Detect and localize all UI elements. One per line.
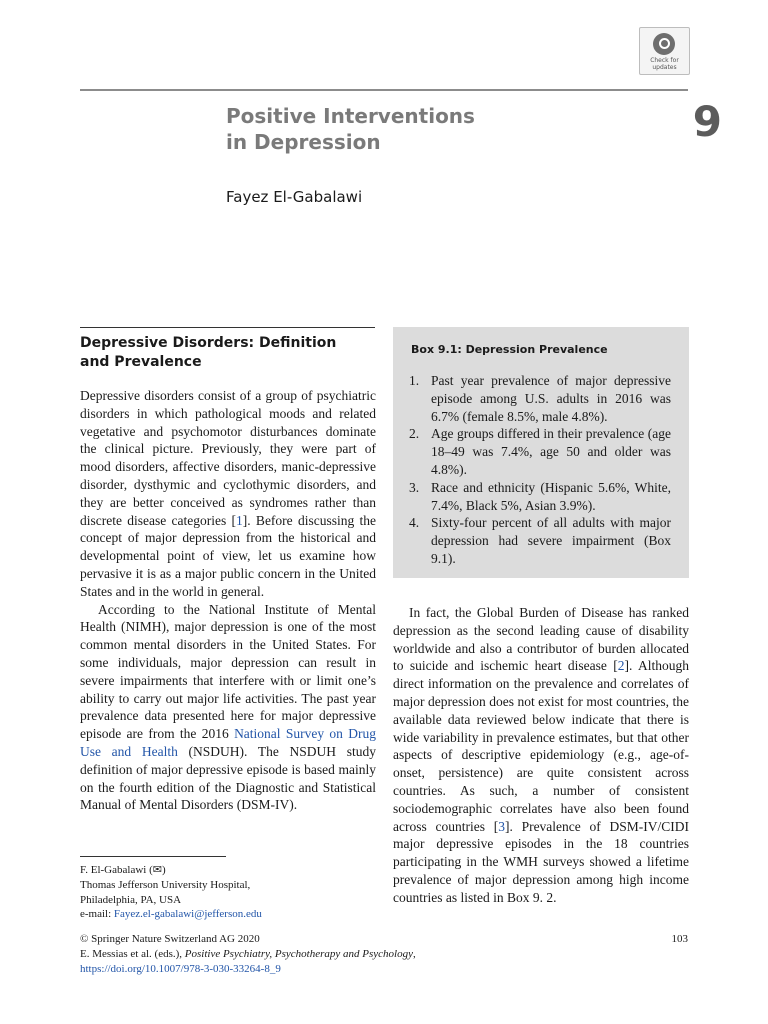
box-title: Box 9.1: Depression Prevalence bbox=[411, 343, 608, 356]
footnote-location: Philadelphia, PA, USA bbox=[80, 893, 182, 906]
paragraph bbox=[80, 601, 376, 815]
author-name: Fayez El-Gabalawi bbox=[226, 188, 363, 206]
section-heading-line2: and Prevalence bbox=[80, 353, 202, 370]
chapter-title-line2: in Depression bbox=[226, 130, 381, 154]
page-number: 103 bbox=[671, 933, 688, 945]
badge-label bbox=[640, 57, 689, 71]
chapter-title-line1: Positive Interventions bbox=[226, 104, 475, 128]
citation-link[interactable]: 1 bbox=[236, 512, 243, 528]
footnote-rule bbox=[80, 856, 226, 857]
badge-line2: updates bbox=[652, 64, 677, 71]
citation-link[interactable]: 2 bbox=[617, 658, 625, 674]
text-run: Depressive disorders consist of a group of psychiatric disorders in which pathological moods and related vegetative and psychomotor disturbances dominate the clinical picture. Previously, they were part of mood disorders, affective disorders, manic-depressive disorder, dysthymic and cyclothymic disorders, and they are better conceived as syndromes rather than discrete disease categories [ bbox=[80, 388, 376, 528]
text-run: (NSDUH). The NSDUH study definition of major depressive episode is based mainly on the fourth edition of the Diagnostic and Statistical Manual of Mental Disorders (DSM-IV). bbox=[80, 743, 376, 813]
text-run: According to the National Institute of Mental Health (NIMH), major depression is one of the most common mental disorders in the United States. For some individuals, major depression can result in severe impairments that interfere with or limit one’s ability to carry out major life activities. The past year prevalence data presented here for major depressive episode are from the 2016 bbox=[80, 601, 376, 742]
email-link[interactable]: Fayez.el-gabalawi@jefferson.edu bbox=[113, 908, 262, 921]
copyright-line: © Springer Nature Switzerland AG 2020 bbox=[80, 933, 260, 945]
copyright-block bbox=[80, 932, 550, 977]
text-run: ]. Although direct information on the prevalence and correlates of major depression does not exist for most countries, the available data reviewed below indicate that there is wide variability in prevalence estimates, but that other aspects of descriptive epidemiology (e.g., age-of-onset, persistence) are quite consistent across countries. As such, a number of consistent sociodemographic correlates have also been found across countries [ bbox=[393, 658, 689, 834]
crossmark-icon bbox=[653, 33, 675, 55]
text-run: In fact, the Global Burden of Disease has ranked depression as the second leading cause of disability worldwide and also a contributor of burden allocated to suicide and ischemic heart disease [ bbox=[393, 605, 689, 674]
list-number: 3. bbox=[409, 479, 420, 495]
box-list bbox=[409, 372, 671, 568]
left-column-text bbox=[80, 387, 376, 814]
right-column-text bbox=[393, 604, 689, 907]
citation-link[interactable]: 3 bbox=[498, 818, 505, 834]
list-number: 1. bbox=[409, 373, 420, 388]
mail-icon: ✉ bbox=[152, 864, 162, 876]
prevalence-box bbox=[393, 327, 689, 578]
check-for-updates-badge[interactable] bbox=[639, 27, 690, 75]
chapter-title bbox=[226, 103, 475, 155]
list-text: Past year prevalence of major depressive episode among U.S. adults in 2016 was 6.7% (female 8.5%, male 4.8%). bbox=[431, 373, 671, 424]
footnote-affiliation: Thomas Jefferson University Hospital, bbox=[80, 878, 251, 891]
badge-line1: Check for bbox=[650, 57, 679, 64]
list-item bbox=[409, 479, 671, 515]
paragraph bbox=[393, 604, 689, 907]
text-run: ]. Prevalence of DSM-IV/CIDI major depressive episodes in the 18 countries participating in the WMH surveys showed a lifetime prevalence of major depression among high income countries as listed in Box 9. 2. bbox=[393, 818, 690, 905]
nsduh-link[interactable]: National Survey on Drug Use and Health bbox=[80, 726, 376, 759]
section-heading bbox=[80, 334, 375, 371]
list-number: 2. bbox=[409, 426, 420, 442]
header-rule bbox=[80, 89, 688, 91]
list-text: Sixty-four percent of all adults with major depression had severe impairment (Box 9.1). bbox=[431, 515, 671, 566]
chapter-number: 9 bbox=[692, 97, 722, 146]
list-text: Race and ethnicity (Hispanic 5.6%, White, 7.4%, Black 5%, Asian 3.9%). bbox=[431, 479, 671, 513]
email-label: e-mail: bbox=[80, 908, 114, 921]
list-item bbox=[409, 514, 671, 567]
doi-link[interactable]: https://doi.org/10.1007/978-3-030-33264-8_9 bbox=[80, 963, 281, 975]
text-run: ]. Before discussing the concept of major depression from the historical and developmental point of view, let us examine how pervasive it is as a major public concern in the United States and in the world in general. bbox=[80, 512, 376, 599]
footnote-author: F. El-Gabalawi ( bbox=[80, 864, 153, 876]
list-text: Age groups differed in their prevalence (age 18–49 was 7.4%, age 50 and older was 4.8%). bbox=[431, 426, 671, 477]
paragraph bbox=[80, 387, 376, 601]
footnote-paren: ) bbox=[161, 864, 166, 876]
citation-text: E. Messias et al. (eds.), bbox=[80, 948, 185, 960]
list-item bbox=[409, 372, 671, 425]
citation-punct: , bbox=[412, 948, 416, 960]
book-title: Positive Psychiatry, Psychotherapy and Psychology bbox=[184, 948, 413, 960]
section-heading-line1: Depressive Disorders: Definition bbox=[80, 335, 337, 351]
list-number: 4. bbox=[409, 515, 420, 531]
list-item bbox=[409, 425, 671, 478]
section-rule bbox=[80, 327, 375, 328]
author-footnote bbox=[80, 863, 380, 922]
